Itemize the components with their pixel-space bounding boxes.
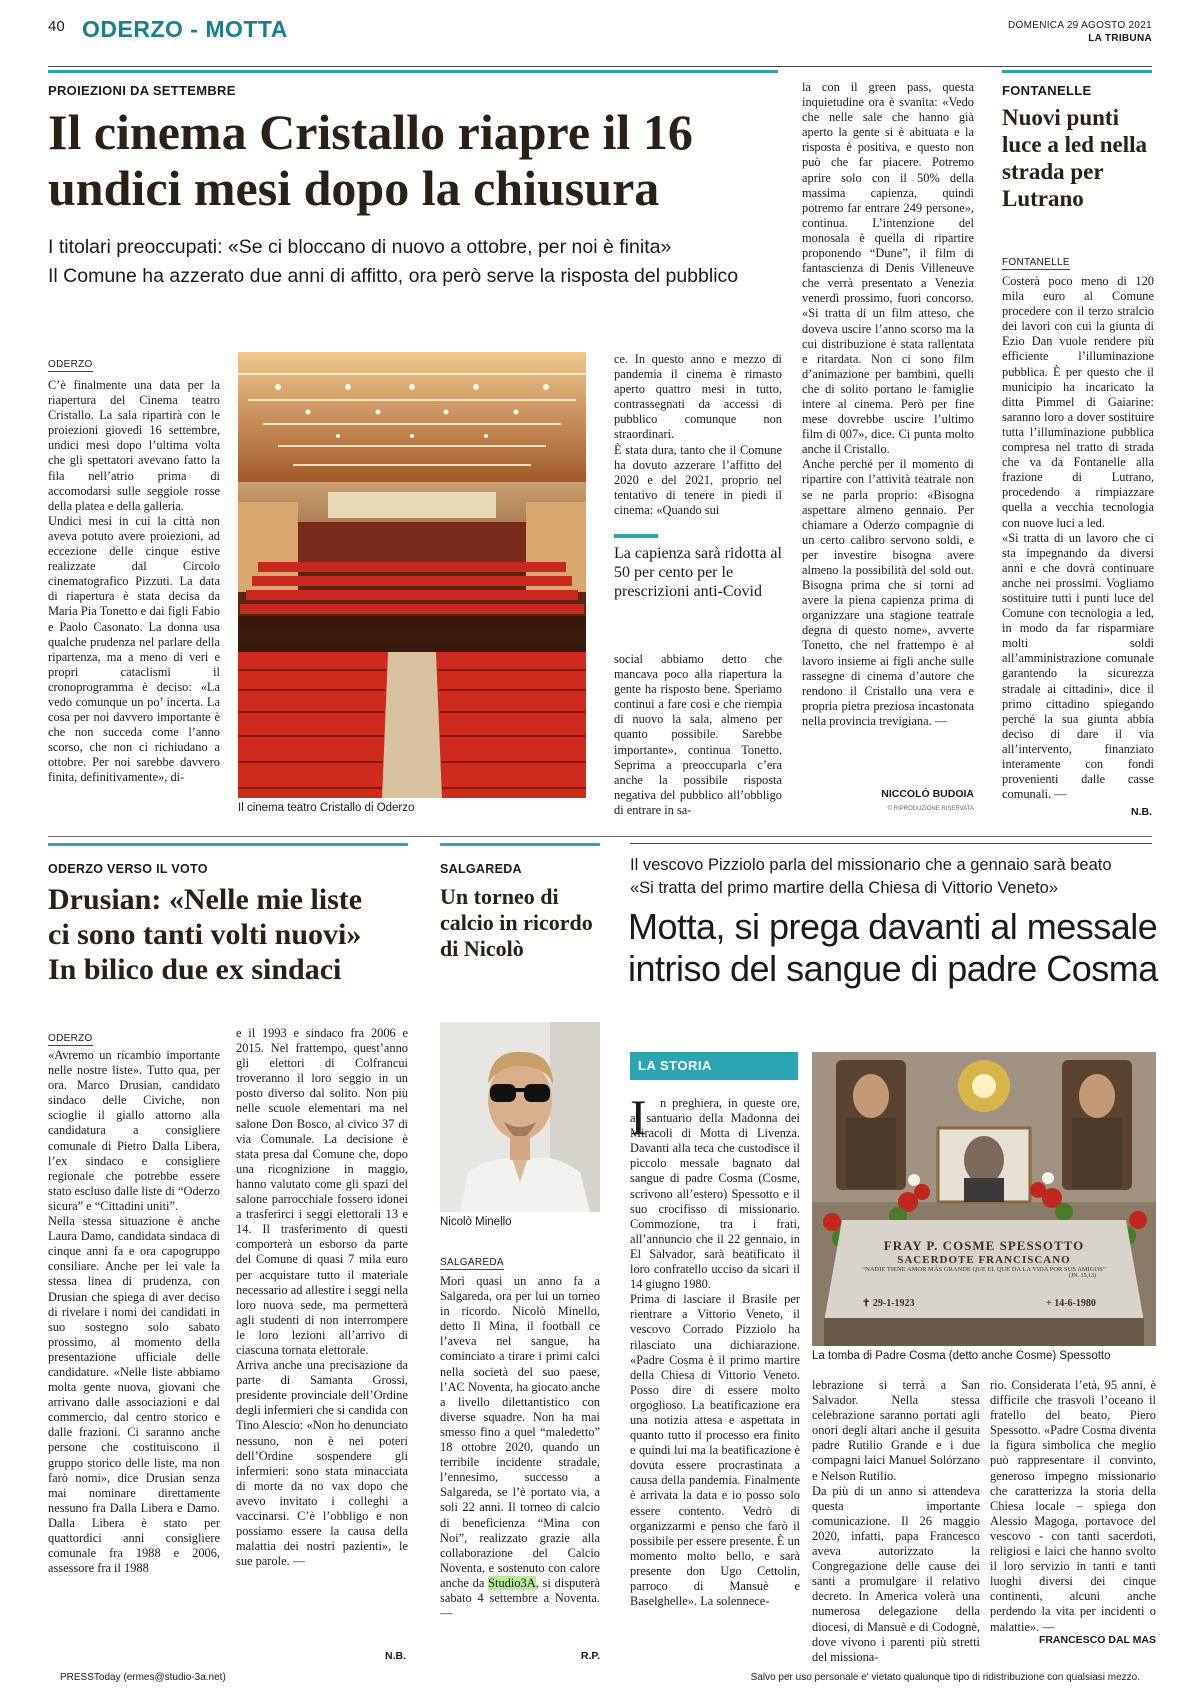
section-title: ODERZO - MOTTA: [82, 16, 288, 42]
salgareda-body-text: Morì quasi un anno fa a Salgareda, ora per lui un torneo in ricordo. Nicolò Minello, detto Il Mina, il football ce l’aveva nel sangue, ha cominciato a tirare i primi calci nella società del suo paese, l’AC Noventa, ha giocato anche a livello dilettantistico con diverse squadre. Non ha mai smesso fino a quel “maledetto” 18 ottobre 2020, quando un terribile incidente stradale, l’ennesimo, successo a Salgareda, se l’è portato via, a soli 22 anni. Il torneo di calcio di beneficienza “Mina con Noi”, realizzato grazie alla collaborazione del Calcio Noventa, e sostenuto con calore anche da: [440, 1274, 600, 1590]
cosma-column-1: n preghiera, in queste ore, al santuario della Madonna dei Miracoli di Motta di Livenza. Davanti alla teca che custodisce il piccolo messale bagnato dal sangue di padre Cosma (Cosme, scrivono all’estero) Spessotto e il suo crocifisso di missionario. Commozione, tra i frati, all’annuncio che il 22 gennaio, in El Salvador, sarà beatificato il loro confratello ucciso da sicari il 14 giugno 1980. Prima di lasciare il Brasile per rientrare a Vittorio Veneto, il vescovo Corrado Pizziolo ha rilasciato una dichiarazione. «Padre Cosma è il primo martire della Chiesa di Vittorio Veneto. Posso dire di essere molto orgoglioso. La beatificazione era una notizia attesa e aspettata in quanto tutto il processo era finito e quindi lui ma la beatificazione è dovuta essere procrastinata a causa della pandemia. Finalmente è arrivata la data e io posso solo essere contento. Vedrò di organizzarmi e penso che farò il possibile per essere presente. È un momento molto bello, e sarà presente don Ugo Cettolin, parroco di Mansuè e Baselghelle». La solennece-: [630, 1096, 800, 1609]
cosma-headline-2: intriso del sangue di padre Cosma: [628, 948, 1158, 989]
tomb-death: + 14-6-1980: [1046, 1298, 1096, 1309]
cinema-column-3: la con il green pass, questa inquietudine ora è svanita: «Vedo che nelle sale che hanno già aperto la gente si è abituata e la risposta è positiva, e questo non può che far piacere. Potremo aprire solo con il 50% della massima capienza, quindi potremo far entrare 249 persone», continua. L’intenzione del monosala è quella di ripartire proponendo “Dune”, il film di fantascienza di Denis Villeneuve che verrà presentato a Venezia venerdì prossimo, fuori concorso. «Si tratta di un film atteso, che doveva uscire l’anno scorso ma la cui distribuzione è stata rallentata e ritardata. Non ci sono film d’animazione per bambini, quelli che di solito portano le famiglie intere al cinema. Però per fine mese dovrebbe uscire l’ultimo film di 007», dice. Ci punta molto anche il Cristallo. Anche perché per il momento di ripartire con l’attività teatrale non se ne parla proprio: «Bisogna aspettare almeno gennaio. Per chiamare a Oderzo compagnie di un certo calibro servono soldi, e per investire bisogna avere almeno la possibilità del sold out. Bisogna prima che si torni ad avere la piena capienza prima di organizzare una stagione teatrale degna di questo nome», avverte Tonetto, che nel frattempo è al lavoro insieme ai figli anche sulle rassegne di cinema d’autore che rendono il Cristallo una vera e propria pietra preziosa incastonata nella provincia trevigiana. —: [802, 80, 974, 728]
masthead-rule: [48, 66, 1152, 67]
drusian-kicker: ODERZO VERSO IL VOTO: [48, 862, 208, 876]
cinema-headline-1: Il cinema Cristallo riapre il 16: [48, 104, 693, 160]
cinema-signature: NICCOLÒ BUDOIA: [881, 788, 974, 800]
paper-name: LA TRIBUNA: [1088, 33, 1152, 44]
cinema-pullquote: La capienza sarà ridotta al 50 per cento per le prescrizioni anti-Covid: [614, 545, 782, 600]
la-storia-label: LA STORIA: [630, 1052, 798, 1080]
cosma-headline-1: Motta, si prega davanti al messale: [628, 906, 1158, 947]
cosma-column-2: lebrazione si terrà a San Salvador. Nella stessa celebrazione saranno portati agli onori degli altari anche il gesuita padre Rutilio Grande e i due compagni laici Manuel Solórzano e Nelson Rutilio. Da più di un anno si attendeva questa importante comunicazione. Il 26 maggio 2020, infatti, papa Francesco aveva autorizzato la Congregazione delle cause dei santi a promulgare il relativo decreto. In America volerà una numerosa delegazione della diocesi, di Mansuè e di Codognè, dove vivono i parenti più stretti del missiona-: [812, 1378, 980, 1664]
cinema-photo: [238, 352, 586, 798]
drusian-headline-3: In bilico due ex sindaci: [48, 953, 342, 986]
drusian-column-1: «Avremo un ricambio importante nelle nostre liste». Tutto qua, per ora. Marco Drusian, candidato sindaco delle Civiche, non scioglie il giallo attorno alla candidatura a consigliere comunale di Pietro Dalla Libera, l’ex sindaco e consigliere regionale che potrebbe essere stato escluso dalle liste di “Oderzo sicura” e “Cittadini uniti”. Nella stessa situazione è anche Laura Damo, candidata sindaca di cinque anni fa e ora capogruppo consiliare. Anche per lei vale la stessa linea di prudenza, con Drusian che spiega di aver deciso di rivelare i nomi dei candidati in suo sostegno solo sabato prossimo, al momento della presentazione ufficiale delle candidature. «Nelle liste abbiamo molta gente nuova, giovani che arrivano dalle associazioni e dal commercio, dal centro storico e dalle frazioni. Ci saranno anche persone che costituiscono il gruppo storico delle liste, ma non farò nomi», dice Drusian senza mai nominare direttamente nessuno fra Dalla Libera e Damo. Dalla Libera è stato per quattordici anni consigliere comunale fra 1988 e 2006, assessore fra il 1988: [48, 1048, 220, 1576]
salgareda-body: [440, 1274, 600, 1644]
issue-date: DOMENICA 29 AGOSTO 2021: [1008, 20, 1152, 31]
footer-source: PRESSToday (ermes@studio-3a.net): [60, 1672, 226, 1683]
footer-notice: Salvo per uso personale e' vietato qualunque tipo di ridistribuzione con qualsiasi mezzo.: [750, 1672, 1140, 1683]
cinema-deck-2: Il Comune ha azzerato due anni di affitto, ora però serve la risposta del pubblico: [48, 265, 739, 287]
salgareda-kicker: SALGAREDA: [440, 862, 522, 876]
tomb-birth: ✝ 29-1-1923: [862, 1298, 915, 1309]
drusian-rule: [48, 843, 408, 846]
fontanelle-rule: [1002, 70, 1152, 73]
cinema-rule: [48, 70, 778, 73]
tomb-photo: [812, 1052, 1156, 1346]
cosma-dropcap: I: [630, 1089, 647, 1145]
salgareda-signature: R.P.: [580, 1650, 600, 1662]
cinema-column-1: C’è finalmente una data per la riapertura del Cinema teatro Cristallo. La sala ripartirà con le proiezioni giovedì 16 settembre, undici mesi dopo l’ultima volta che gli spettatori avevano fatto la fila nell’atrio prima di accomodarsi sulle seggiole rosse della platea e della galleria. Undici mesi in cui la città non aveva potuto avere proiezioni, ad eccezione delle cinque estive realizzate dal Circolo cinematografico Pizzuti. La data di riapertura è stata decisa da Maria Pia Tonetto e dai figli Fabio e Paolo Casonato. La donna usa qualche prudenza nel parlare della ripartenza, ma a meno di veri e propri cataclismi il cronoprogramma è deciso: «La vedo comunque un po’ incerta. La cosa per noi davvero importante è che non succeda come l’anno scorso, che non ci richiudano a ottobre. Per noi sarebbe davvero finita, definitivamente», di-: [48, 378, 220, 785]
drusian-column-2: e il 1993 e sindaco fra 2006 e 2015. Nel frattempo, quest’anno gli elettori di Colfrancui troveranno il loro seggio in un posto diverso dal solito. Non più nelle scuole elementari ma nel salone Don Bosco, al civico 37 di via Comunale. La decisione è stata presa dal Comune che, dopo una ricognizione in maggio, hanno valutato come gli spazi del salone parrocchiale fossero idonei a trasferirci i seggi elettorali 13 e 14. Il trasferimento di questi comporterà un esborso da parte del Comune di quasi 7 mila euro per acquistare tutto il materiale necessario ad allestire i seggi nella loro nuova sede, ma permetterà agli studenti di non interrompere le loro lezioni all’arrivo di ciascuna tornata elettorale. Arriva anche una precisazione da parte di Samanta Grossi, presidente provinciale dell’Ordine degli infermieri che si candida con Tino Alescio: «Non ho denunciato nessuno, non è nei poteri dell’Ordine sospendere gli infermieri: sono stata minacciata di morte da no vax dopo che avevo invitato i colleghi a vaccinarsi. C’è l’obbligo e non possiamo essere la causa della malattia dei nostri pazienti», le sue parole. —: [236, 1026, 408, 1569]
drusian-headline-1: Drusian: «Nelle mie liste: [48, 883, 363, 916]
cosma-deck-2: «Si tratta del primo martire della Chiesa di Vittorio Veneto»: [630, 879, 1059, 897]
cinema-kicker: PROIEZIONI DA SETTEMBRE: [48, 83, 236, 98]
cosma-top-rule: [630, 843, 1152, 844]
drusian-headline-2: ci sono tanti volti nuovi»: [48, 918, 362, 951]
cinema-column-2b: social abbiamo detto che mancava poco alla riapertura la gente ha risposto bene. Speriamo continui a fare così e che riempia di nuovo la sala, almeno per quanto possibile. Sarebbe importante», continua Tonetto. Seprima a preoccuparla c’era anche la possibile risposta negativa del pubblico all’obbligo di entrare in sa-: [614, 652, 782, 817]
tomb-caption: La tomba di Padre Cosma (detto anche Cosme) Spessotto: [812, 1350, 1111, 1362]
studio3a-highlight: Studio3A: [488, 1575, 536, 1590]
tomb-title: SACERDOTE FRANCISCANO: [897, 1254, 1071, 1266]
cinema-location: ODERZO: [48, 359, 93, 370]
nicolo-caption: Nicolò Minello: [440, 1216, 512, 1228]
fontanelle-body: Costerà poco meno di 120 mila euro al Comune procedere con il terzo stralcio dei lavori con cui la giunta di Ezio Dan vuole rendere più efficiente l’illuminazione pubblica. È per questo che il municipio ha incaricato la ditta Pimmel di Gaiarine: saranno loro a dover sostituire tutta l’illuminazione pubblica compresa nel tratto di strada che va da Fontanelle alla frazione di Lutrano, procedendo a rimpiazzare quella a vecchia tecnologia con nuove luci a led. «Si tratta di un lavoro che ci sta impegnando da diversi anni e che dovrà continuare anche nei prossimi. Vogliamo sostituire tutti i punti luce del Comune con tecnologia a led, in modo da far risparmiare molti soldi all’amministrazione comunale garantendo la sicurezza stradale ai cittadini», dice il primo cittadino spiegando perché la sua giunta abbia deciso di dare il via all’intervento, finanziato interamente con fondi provenienti dalle casse comunali. —: [1002, 274, 1154, 802]
cinema-photo-caption: Il cinema teatro Cristallo di Oderzo: [238, 802, 415, 814]
tomb-reference: (JN. 15,13): [1068, 1273, 1096, 1279]
cosma-column-3: rio. Considerata l’età, 95 anni, è difficile che trasvoli l’oceano il fratello del beato, Piero Spessotto. «Padre Cosma diventa la figura simbolica che meglio può rappresentare il convinto, generoso impegno missionario che caratterizza la storia della Chiesa locale – spiega don Alessio Magoga, portavoce del vescovo - con tanti sacerdoti, religiosi e laici che hanno svolto il loro servizio in tanti e tanti luoghi diversi dei cinque continenti, alcuni anche perdendo la vita per incidenti o malattie». —: [990, 1378, 1156, 1634]
drusian-signature: N.B.: [385, 1650, 406, 1662]
pullquote-rule: [614, 534, 658, 538]
salgareda-location: SALGAREDA: [440, 1257, 504, 1268]
cinema-column-2a: ce. In questo anno e mezzo di pandemia il cinema è rimasto aperto quattro mesi in tutto, contrassegnati da accessi di pubblico comunque non straordinari. È stata dura, tanto che il Comune ha dovuto azzerare l’affitto del 2020 e del 2021, proprio nel tentativo di tenere in piedi il cinema: «Quando sui: [614, 352, 782, 517]
cosma-deck-1: Il vescovo Pizziolo parla del missionario che a gennaio sarà beato: [630, 856, 1112, 874]
salgareda-rule: [440, 843, 600, 846]
fontanelle-headline: Nuovi punti luce a led nella strada per Lutrano: [1002, 105, 1148, 211]
section-divider: [48, 836, 1152, 837]
salgareda-body-end: , si disputerà sabato 4 settembre a Noventa. —: [440, 1575, 600, 1621]
fontanelle-location: FONTANELLE: [1002, 257, 1070, 268]
tomb-quote: “NADIE TIENE AMOR MÁS GRANDE QUE EL QUE DA LA VIDA POR SUS AMIGOS”: [862, 1266, 1106, 1273]
cinema-rights: © RIPRODUZIONE RISERVATA: [887, 806, 974, 812]
tomb-name: FRAY P. COSME SPESSOTTO: [883, 1238, 1085, 1253]
page-number: 40: [48, 18, 65, 35]
fontanelle-kicker: FONTANELLE: [1002, 83, 1092, 98]
cinema-headline-2: undici mesi dopo la chiusura: [48, 160, 660, 216]
fontanelle-signature: N.B.: [1131, 806, 1152, 818]
nicolo-photo: [440, 1022, 600, 1212]
drusian-location: ODERZO: [48, 1033, 93, 1044]
salgareda-headline: Un torneo di calcio in ricordo di Nicolò: [440, 884, 593, 961]
cosma-signature: FRANCESCO DAL MAS: [1038, 1634, 1156, 1646]
cinema-deck-1: I titolari preoccupati: «Se ci bloccano di nuovo a ottobre, per noi è finita»: [48, 236, 672, 258]
